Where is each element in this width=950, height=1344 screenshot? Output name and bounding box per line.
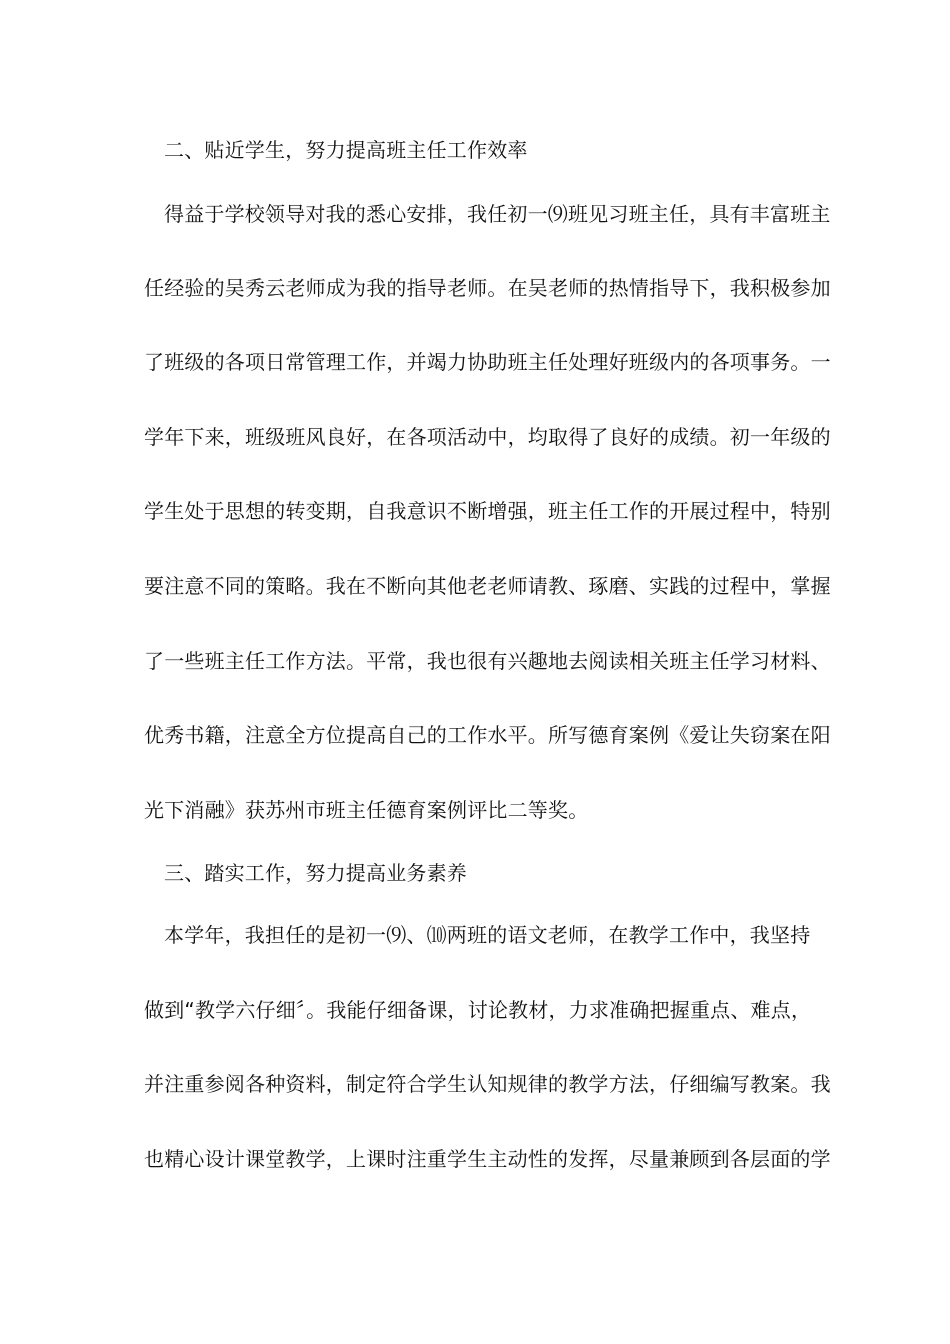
paragraph-line: 优秀书籍，注意全方位提高自己的工作水平。所写德育案例《爱让失窃案在阳 (144, 723, 831, 747)
section-2-heading: 二、贴近学生，努力提高班主任工作效率 (164, 138, 528, 162)
paragraph-line: 学年下来，班级班风良好，在各项活动中，均取得了良好的成绩。初一年级的 (144, 425, 831, 449)
paragraph-line: 了一些班主任工作方法。平常，我也很有兴趣地去阅读相关班主任学习材料、 (144, 649, 831, 673)
paragraph-line: 了班级的各项日常管理工作，并竭力协助班主任处理好班级内的各项事务。一 (144, 350, 831, 374)
section-3-heading: 三、踏实工作，努力提高业务素养 (164, 861, 467, 885)
paragraph-line: 要注意不同的策略。我在不断向其他老老师请教、琢磨、实践的过程中，掌握 (144, 574, 831, 598)
paragraph-line: 任经验的吴秀云老师成为我的指导老师。在吴老师的热情指导下，我积极参加 (144, 276, 831, 300)
paragraph-line: 并注重参阅各种资料，制定符合学生认知规律的教学方法，仔细编写教案。我 (144, 1072, 831, 1096)
paragraph-line: 学生处于思想的转变期，自我意识不断增强，班主任工作的开展过程中，特别 (144, 499, 831, 523)
paragraph-line: 也精心设计课堂教学，上课时注重学生主动性的发挥，尽量兼顾到各层面的学 (144, 1147, 831, 1171)
paragraph-line: 做到“教学六仔细〞。我能仔细备课，讨论教材，力求准确把握重点、难点， (144, 998, 812, 1022)
paragraph-line: 本学年，我担任的是初一⑼、⑽两班的语文老师，在教学工作中，我坚持 (164, 923, 811, 947)
paragraph-line: 得益于学校领导对我的悉心安排，我任初一⑼班见习班主任，具有丰富班主 (164, 202, 831, 226)
paragraph-line: 光下消融》获苏州市班主任德育案例评比二等奖。 (144, 798, 589, 822)
